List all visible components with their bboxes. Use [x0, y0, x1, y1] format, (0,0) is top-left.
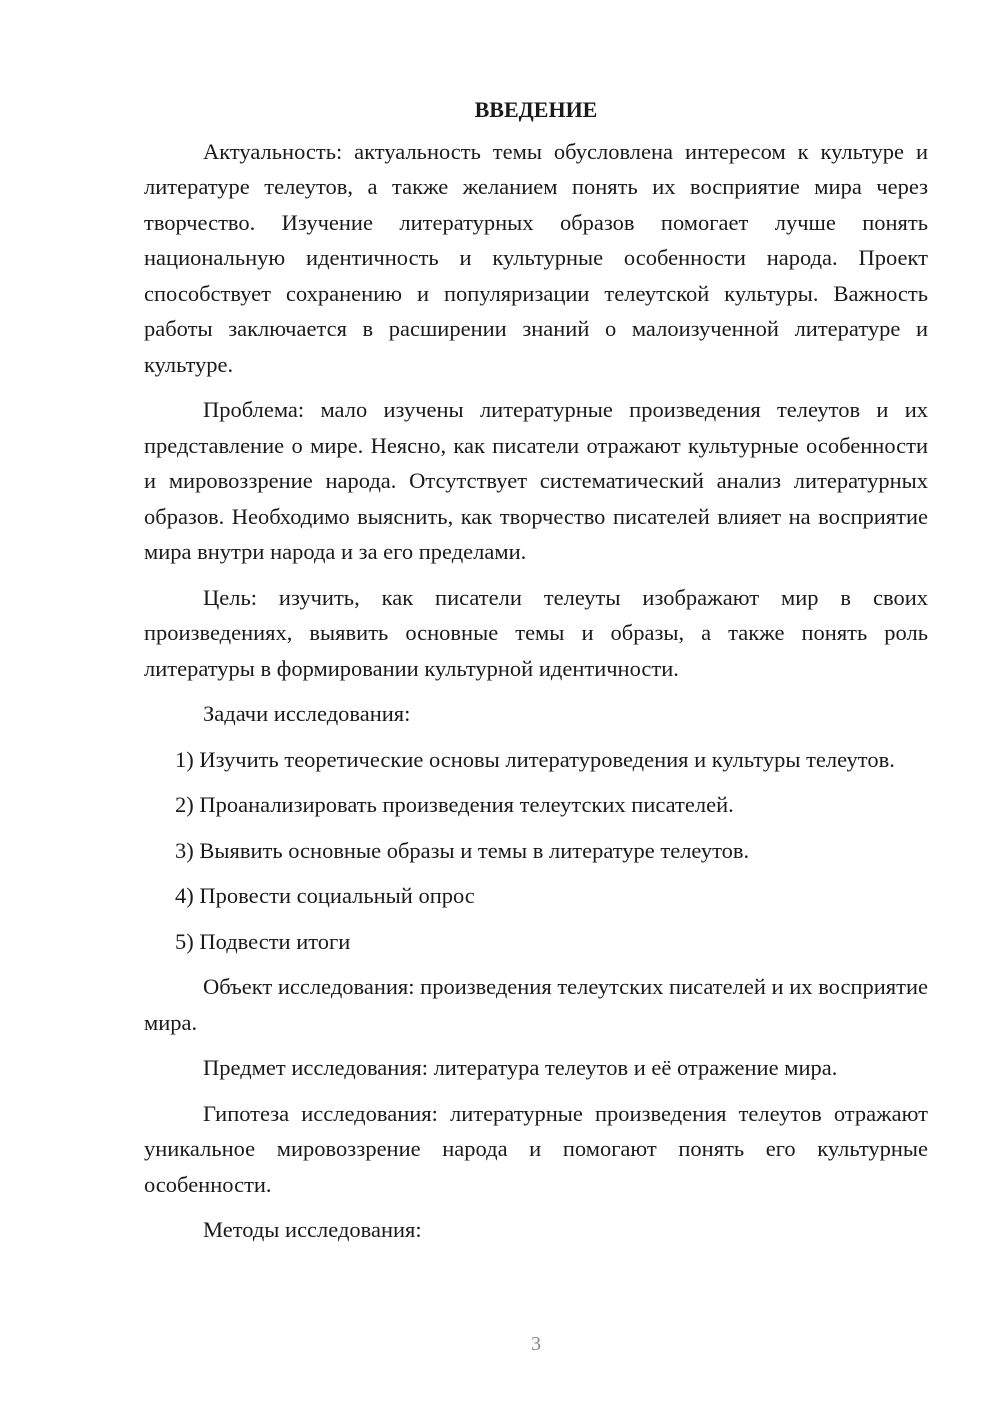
page-content: [144, 92, 928, 1258]
paragraph-goal: Цель: изучить, как писатели телеуты изображают мир в своих произведениях, выявить основные темы и образы, а также понять роль литературы в формировании культурной идентичности.: [144, 584, 928, 681]
paragraph-hypothesis: Гипотеза исследования: литературные произведения телеутов отражают уникальное мировоззрение народа и помогают понять его культурные особенности.: [144, 1100, 928, 1197]
paragraph-problem: Проблема: мало изучены литературные произведения телеутов и их представление о мире. Неясно, как писатели отражают культурные особенности и мировоззрение народа. Отсутствует систематический анализ литературных образов. Необходимо выяснить, как творчество писателей влияет на восприятие мира внутри народа и за его пределами.: [144, 397, 928, 564]
task-item-4: 4) Провести социальный опрос: [175, 883, 475, 908]
page-number: 3: [531, 1333, 541, 1355]
task-item-1: 1) Изучить теоретические основы литературоведения и культуры телеутов.: [175, 746, 895, 772]
paragraph-relevance: Актуальность: актуальность темы обусловлена интересом к культуре и литературе телеутов, а также желанием понять их восприятие мира через творчество. Изучение литературных образов помогает лучше понять национальную идентичность и культурные особенности народа. Проект способствует сохранению и популяризации телеутской культуры. Важность работы заключается в расширении знаний о малоизученной литературе и культуре.: [144, 138, 928, 377]
task-item-5: 5) Подвести итоги: [175, 928, 351, 954]
paragraph-methods: Методы исследования:: [203, 1217, 422, 1242]
paragraph-tasks-heading: Задачи исследования:: [203, 701, 411, 726]
section-title: ВВЕДЕНИЕ: [474, 97, 598, 122]
task-item-2: 2) Проанализировать произведения телеутских писателей.: [175, 792, 734, 817]
paragraph-subject: Предмет исследования: литература телеутов и её отражение мира.: [203, 1055, 838, 1080]
paragraph-object: Объект исследования: произведения телеутских писателей и их восприятие мира.: [144, 974, 928, 1035]
task-item-3: 3) Выявить основные образы и темы в литературе телеутов.: [175, 837, 750, 863]
